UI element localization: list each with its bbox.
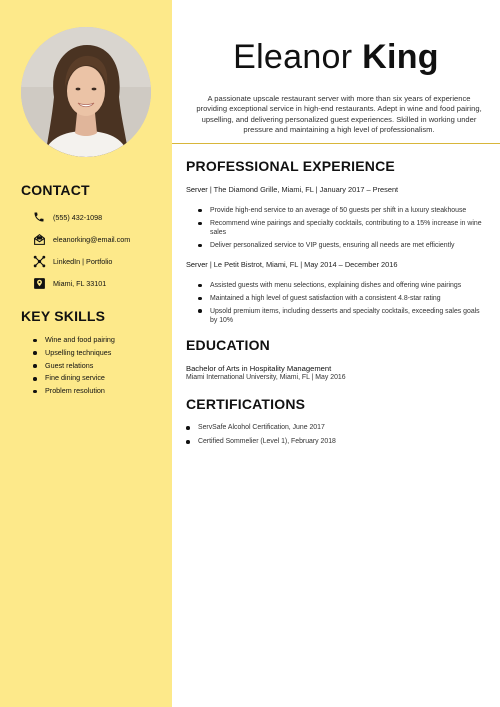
job-role: Server — [186, 260, 208, 269]
contact-email-text[interactable]: eleanorking@email.com — [53, 234, 131, 244]
education-heading: EDUCATION — [186, 337, 270, 353]
skill-item: Upselling techniques — [33, 347, 115, 360]
job-title-line — [186, 185, 398, 194]
job-role: Server — [186, 185, 208, 194]
profile-photo — [21, 27, 151, 157]
experience-heading: PROFESSIONAL EXPERIENCE — [186, 158, 395, 174]
certification-item: ServSafe Alcohol Certification, June 2017 — [186, 421, 336, 435]
last-name: King — [362, 38, 439, 76]
contact-location-text: Miami, FL 33101 — [53, 278, 107, 288]
header-divider — [172, 143, 500, 144]
skill-item: Problem resolution — [33, 385, 115, 398]
education-school: Miami International University, Miami, FL | May 2016 — [186, 374, 346, 381]
job-title-line — [186, 260, 397, 269]
email-icon — [32, 232, 46, 246]
certification-item: Certified Sommelier (Level 1), February 2018 — [186, 435, 336, 449]
job-details: | Le Petit Bistrot, Miami, FL | May 2014 – December 2016 — [207, 260, 398, 269]
contact-phone-text: (555) 432-1098 — [53, 212, 103, 222]
job-bullet: Maintained a high level of guest satisfaction with a consistent 4.8-star rating — [198, 294, 482, 303]
job-bullet: Provide high-end service to an average of 50 guests per shift in a luxury steakhouse — [198, 206, 482, 215]
certifications-list — [186, 421, 336, 449]
contact-location — [32, 275, 107, 291]
certifications-heading: CERTIFICATIONS — [186, 396, 306, 412]
candidate-name — [172, 38, 500, 77]
education-degree: Bachelor of Arts in Hospitality Management — [186, 364, 332, 373]
skill-item: Fine dining service — [33, 372, 115, 385]
location-icon — [32, 276, 46, 290]
job-details: | The Diamond Grille, Miami, FL | January 2017 – Present — [207, 185, 399, 194]
skills-heading: KEY SKILLS — [21, 308, 106, 324]
skills-list — [33, 334, 115, 398]
contact-links-text[interactable]: LinkedIn | Portfolio — [53, 256, 113, 266]
first-name: Eleanor — [233, 38, 353, 76]
job-bullet: Recommend wine pairings and specialty cocktails, contributing to a 15% increase in wine sales — [198, 219, 482, 237]
skill-item: Wine and food pairing — [33, 334, 115, 347]
skill-item: Guest relations — [33, 360, 115, 373]
contact-links — [32, 253, 113, 269]
job-bullet: Deliver personalized service to VIP guests, ensuring all needs are met efficiently — [198, 241, 482, 250]
contact-phone — [32, 209, 103, 225]
network-icon — [32, 254, 46, 268]
job-bullet: Upsold premium items, including desserts and specialty cocktails, exceeding sales goals by 10% — [198, 307, 482, 325]
summary-text: A passionate upscale restaurant server with more than six years of experience providing exceptional service in high-end restaurants. Adept in wine and food pairing, upselling, and delivering personalized guest experiences. Skilled in working under pressure and maintaining a high level of professionalism. — [196, 94, 482, 135]
contact-email — [32, 231, 131, 247]
job-bullet: Assisted guests with menu selections, explaining dishes and offering wine pairings — [198, 281, 482, 290]
contact-heading: CONTACT — [21, 182, 90, 198]
phone-icon — [32, 210, 46, 224]
job-bullets — [198, 281, 482, 329]
job-bullets — [198, 206, 482, 254]
